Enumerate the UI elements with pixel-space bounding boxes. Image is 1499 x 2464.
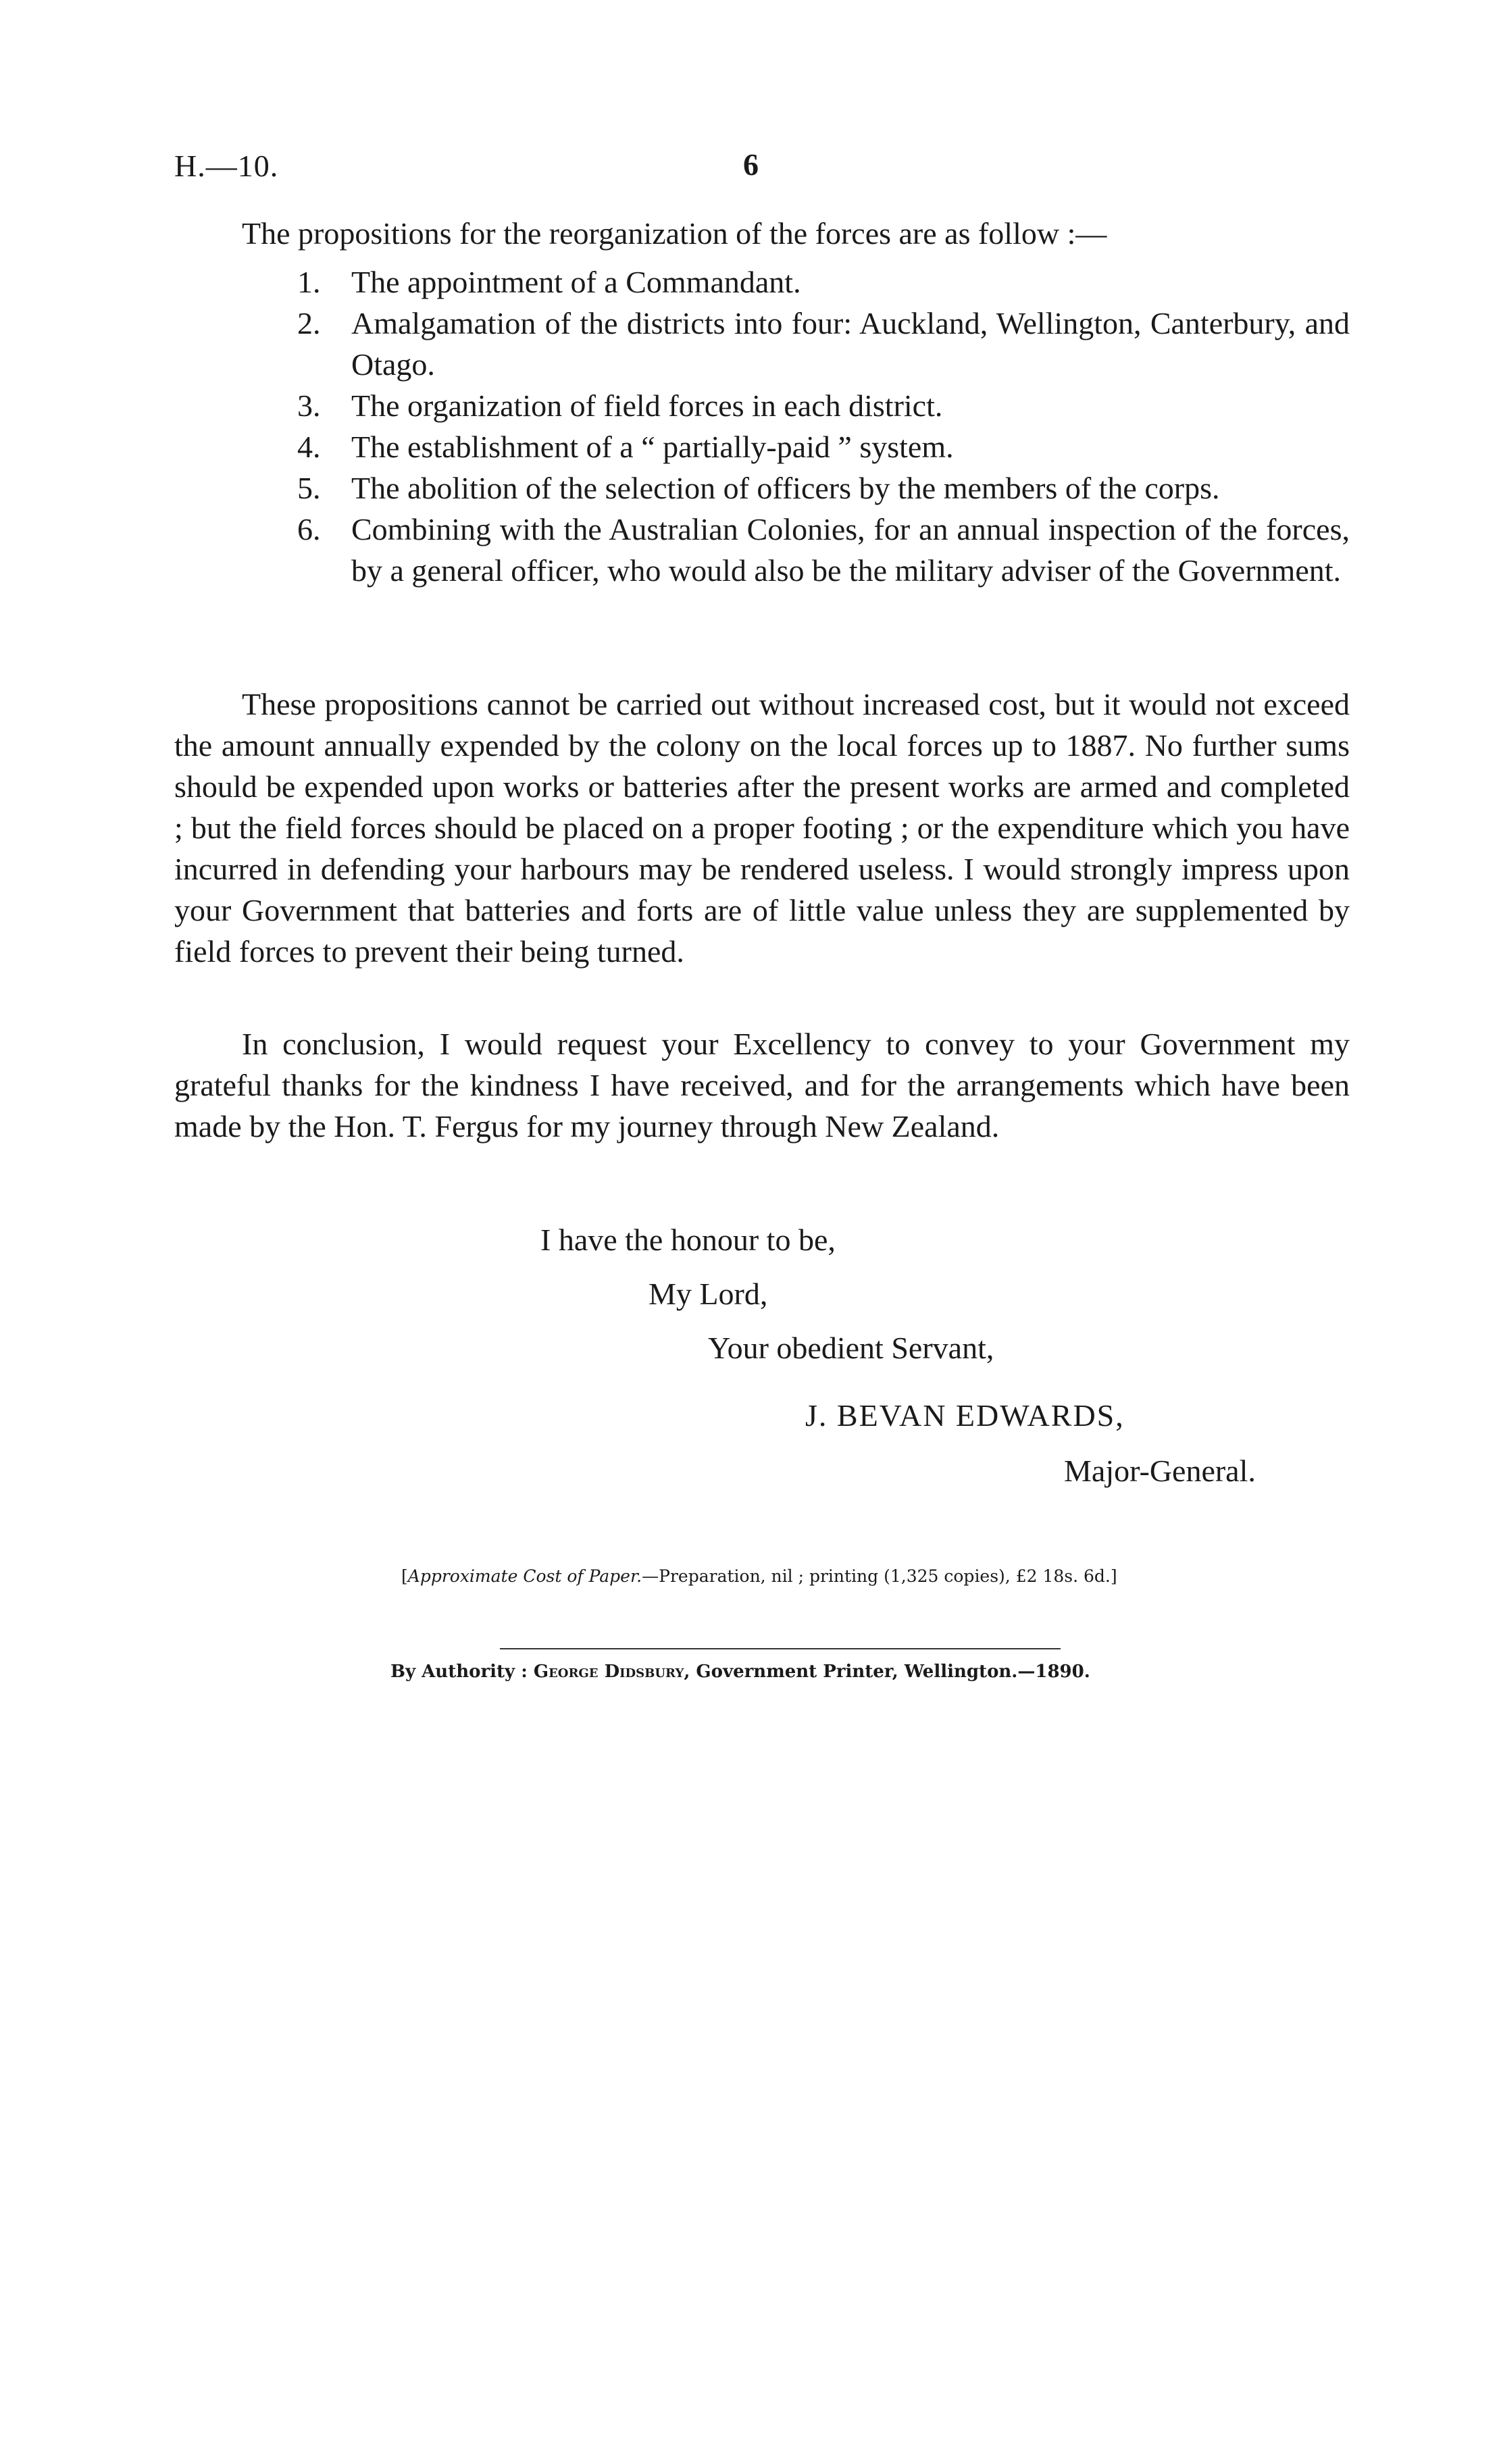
- cost-paragraph: These propositions cannot be carried out without increased cost, but it would not exceed the amount annually expended by the colony on the local forces up to 1887. No further sums should be expended upon works or batteries after the present works are armed and completed ; but the field forces should be placed on a proper footing ; or the expenditure which you have incurred in defending your harbours may be rendered useless. I would strongly impress upon your Government that batteries and forts are of little value unless they are supplemented by field forces to prevent their being turned.: [174, 687, 1350, 969]
- propositions-list: [297, 261, 1350, 591]
- cost-note-text: —Preparation, nil ; printing (1,325 copies), £2 18s. 6d.: [642, 1566, 1111, 1586]
- list-item-number: 3.: [297, 388, 321, 423]
- signature-title: Major-General.: [1064, 1454, 1256, 1488]
- cost-of-paper-note: [401, 1566, 1117, 1587]
- document-reference: H.—10.: [174, 149, 279, 183]
- list-item: [297, 509, 1350, 591]
- list-item-text: The organization of field forces in each district.: [351, 388, 943, 423]
- imprint-printer-name: George Didsbury: [533, 1662, 684, 1682]
- closing-honour: I have the honour to be,: [540, 1223, 836, 1257]
- list-item-number: 1.: [297, 265, 321, 299]
- list-item-number: 6.: [297, 512, 321, 546]
- closing-servant: Your obedient Servant,: [708, 1331, 994, 1365]
- list-item-text: Amalgamation of the districts into four: Auckland, Wellington, Canterbury, and Otago.: [351, 306, 1350, 382]
- signature-name: J. BEVAN EDWARDS,: [805, 1398, 1125, 1433]
- conclusion-paragraph: In conclusion, I would request your Excellency to convey to your Government my grateful thanks for the kindness I have received, and for the arrangements which have been made by the Hon. T. Fergus for my journey through New Zealand.: [174, 1027, 1350, 1144]
- list-item: [297, 426, 1350, 467]
- list-item-number: 5.: [297, 471, 321, 505]
- list-item-text: The establishment of a “ partially-paid ” system.: [351, 430, 954, 464]
- cost-note-open-bracket: [: [401, 1566, 408, 1586]
- list-item-text: The appointment of a Commandant.: [351, 265, 801, 299]
- list-item: [297, 261, 1350, 303]
- list-item-number: 2.: [297, 306, 321, 340]
- list-item: [297, 467, 1350, 509]
- list-item: [297, 303, 1350, 385]
- page-number: 6: [743, 147, 759, 182]
- divider-rule: [500, 1648, 1061, 1649]
- closing-salutation: My Lord,: [649, 1277, 768, 1311]
- cost-note-label: Approximate Cost of Paper.: [407, 1566, 642, 1586]
- imprint-suffix: , Government Printer, Wellington.—1890.: [684, 1662, 1090, 1682]
- printer-imprint: [390, 1660, 1090, 1683]
- list-item-number: 4.: [297, 430, 321, 464]
- cost-note-close-bracket: ]: [1110, 1566, 1117, 1586]
- list-item-text: Combining with the Australian Colonies, for an annual inspection of the forces, by a general officer, who would also be the military adviser of the Government.: [351, 512, 1350, 588]
- imprint-prefix: By Authority :: [390, 1662, 534, 1682]
- list-item: [297, 385, 1350, 426]
- propositions-intro: The propositions for the reorganization of the forces are as follow :—: [242, 216, 1107, 251]
- list-item-text: The abolition of the selection of officers by the members of the corps.: [351, 471, 1220, 505]
